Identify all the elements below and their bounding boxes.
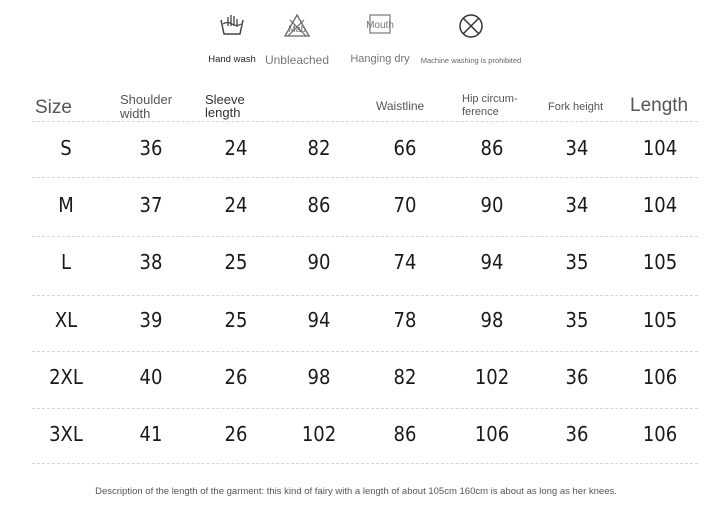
waist-cell: 66 xyxy=(393,136,417,160)
shoulder-cell: 37 xyxy=(139,193,163,217)
hip-cell: 106 xyxy=(474,422,510,446)
bust-cell: 82 xyxy=(307,136,331,160)
waist-cell: 78 xyxy=(393,308,417,332)
bust-cell: 86 xyxy=(307,193,331,217)
hip-cell: 102 xyxy=(474,365,510,389)
table-row xyxy=(32,294,698,351)
sleeve-cell: 25 xyxy=(224,250,248,274)
header-waistline: Waistline xyxy=(376,99,425,113)
no-machine-wash-label: Machine washing is prohibited xyxy=(420,56,522,65)
unbleached-label: Unbleached xyxy=(264,53,330,67)
bust-cell: 94 xyxy=(307,308,331,332)
size-cell: XL xyxy=(54,308,78,332)
length-cell: 104 xyxy=(642,136,678,160)
length-cell: 106 xyxy=(642,422,678,446)
header-sleeve-length: Sleeve length xyxy=(205,92,245,120)
table-row xyxy=(32,236,698,293)
size-cell: 3XL xyxy=(49,422,83,446)
size-cell: L xyxy=(60,250,72,274)
length-cell: 105 xyxy=(642,308,678,332)
length-cell: 104 xyxy=(642,193,678,217)
fork-cell: 35 xyxy=(565,250,589,274)
shoulder-cell: 41 xyxy=(139,422,163,446)
table-row xyxy=(32,122,698,179)
length-cell: 106 xyxy=(642,365,678,389)
sleeve-cell: 26 xyxy=(224,365,248,389)
row-divider xyxy=(32,463,698,464)
hand-wash-icon xyxy=(218,12,246,43)
hip-cell: 90 xyxy=(480,193,504,217)
shoulder-cell: 39 xyxy=(139,308,163,332)
hip-cell: 86 xyxy=(480,136,504,160)
shoulder-cell: 40 xyxy=(139,365,163,389)
sleeve-cell: 24 xyxy=(224,193,248,217)
unbleached-icon-text: Mab xyxy=(288,24,306,34)
bust-cell: 102 xyxy=(301,422,337,446)
table-row xyxy=(32,351,698,408)
table-row xyxy=(32,408,698,465)
fork-cell: 34 xyxy=(565,193,589,217)
hip-cell: 94 xyxy=(480,250,504,274)
size-cell: S xyxy=(60,136,72,160)
sleeve-cell: 24 xyxy=(224,136,248,160)
no-machine-wash-icon xyxy=(457,12,485,45)
shoulder-cell: 38 xyxy=(139,250,163,274)
care-instructions xyxy=(0,8,712,78)
size-cell: 2XL xyxy=(49,365,83,389)
hip-cell: 98 xyxy=(480,308,504,332)
bust-cell: 98 xyxy=(307,365,331,389)
waist-cell: 70 xyxy=(393,193,417,217)
size-cell: M xyxy=(58,193,74,217)
header-hip-circumference: Hip circum-ference xyxy=(462,93,518,118)
header-length: Length xyxy=(630,95,689,116)
fork-cell: 35 xyxy=(565,308,589,332)
header-size: Size xyxy=(35,97,72,118)
length-cell: 105 xyxy=(642,250,678,274)
garment-length-note: Description of the length of the garment: this kind of fairy with a length of about 105cm 160cm is about as long as her knees. xyxy=(95,486,617,497)
waist-cell: 86 xyxy=(393,422,417,446)
fork-cell: 34 xyxy=(565,136,589,160)
hanging-dry-label: Hanging dry xyxy=(350,53,410,65)
table-row xyxy=(32,179,698,236)
fork-cell: 36 xyxy=(565,365,589,389)
bust-cell: 90 xyxy=(307,250,331,274)
sleeve-cell: 25 xyxy=(224,308,248,332)
hand-wash-label: Hand wash xyxy=(208,54,256,65)
waist-cell: 74 xyxy=(393,250,417,274)
fork-cell: 36 xyxy=(565,422,589,446)
header-shoulder-width: Shoulder width xyxy=(120,92,173,121)
row-divider xyxy=(32,177,698,178)
waist-cell: 82 xyxy=(393,365,417,389)
header-fork-height: Fork height xyxy=(548,101,604,113)
shoulder-cell: 36 xyxy=(139,136,163,160)
sleeve-cell: 26 xyxy=(224,422,248,446)
hanging-dry-icon-text: Mouth xyxy=(366,20,394,31)
